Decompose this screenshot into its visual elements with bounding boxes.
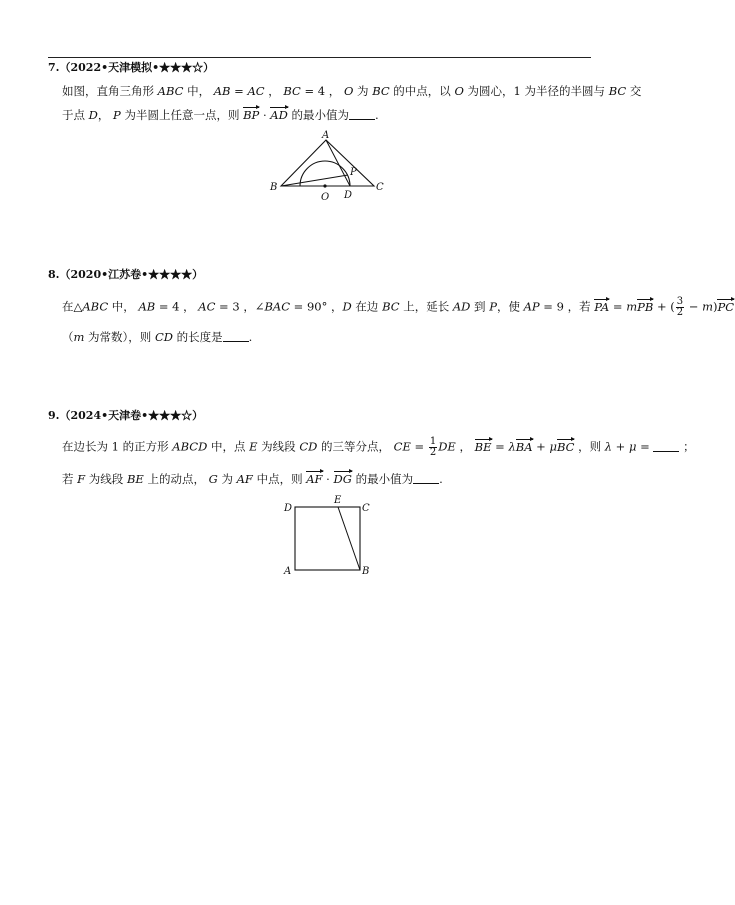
- answer-blank: [653, 441, 679, 452]
- semicircle: [300, 161, 350, 186]
- segment-be: [338, 507, 360, 570]
- label-a: A: [322, 130, 330, 141]
- q8-header: 8.（2020•江苏卷•★★★★）: [48, 268, 204, 281]
- label-b: B: [270, 182, 278, 193]
- square-abcd: [295, 507, 360, 570]
- vector-bp: BP: [243, 108, 260, 122]
- q9-header: 9.（2024•天津卷•★★★☆）: [48, 409, 204, 422]
- vector-ba: BA: [515, 439, 533, 454]
- q8-line-1: 在△ABC 中， AB = 4 ， AC = 3 ，∠BAC = 90° ，D 在边 BC 上，延长 AD 到 P，使 AP = 9 ，若 PA = mPB + ( $\frac{3}{2}$ − m)PC: [62, 296, 735, 318]
- q8-line-2: （m 为常数），则 CD 的长度是 .: [62, 330, 253, 344]
- vector-af: AF: [306, 472, 323, 486]
- vector-pa: PA: [594, 299, 610, 314]
- label-b: B: [362, 566, 370, 577]
- answer-blank: [223, 331, 249, 342]
- q7-line-1: 如图，直角三角形 ABC 中， AB = AC ， BC = 4 ， O 为 BC 的中点，以 O 为圆心，1 为半径的半圆与 BC 交: [62, 84, 642, 98]
- q7-triangle-figure: [266, 130, 390, 204]
- label-e: E: [334, 495, 342, 506]
- vector-be: BE: [474, 439, 492, 454]
- label-d: D: [284, 503, 293, 514]
- fraction-three-halves: $\frac{3}{2}$: [676, 296, 684, 318]
- center-point-o: [323, 184, 326, 187]
- label-a: A: [284, 566, 292, 577]
- answer-blank: [413, 473, 439, 484]
- q9-line-1: 在边长为 1 的正方形 ABCD 中，点 E 为线段 CD 的三等分点， CE = $\frac{1}{2}$ DE ， BE = λBA + μBC ，则 λ + μ = ；: [62, 436, 695, 458]
- label-o: O: [321, 192, 330, 203]
- label-p: P: [350, 167, 357, 178]
- vector-dg: DG: [333, 472, 352, 486]
- q7-header: 7.（2022•天津模拟•★★★☆）: [48, 61, 215, 74]
- answer-blank: [349, 109, 375, 120]
- segment-bp: [281, 175, 348, 186]
- fraction-one-half: $\frac{1}{2}$: [429, 436, 437, 458]
- top-rule: [48, 57, 591, 58]
- vector-pb: PB: [637, 299, 654, 314]
- label-d: D: [344, 190, 353, 201]
- triangle-abc: [281, 140, 374, 186]
- q7-line-2: 于点 D， P 为半圆上任意一点，则 BP · AD 的最小值为 .: [62, 108, 379, 122]
- q9-square-figure: [282, 494, 378, 580]
- label-c: C: [376, 182, 384, 193]
- vector-pc: PC: [717, 299, 735, 314]
- vector-bc: BC: [556, 439, 575, 454]
- q9-line-2: 若 F 为线段 BE 上的动点， G 为 AF 中点，则 AF · DG 的最小值为 .: [62, 472, 443, 486]
- label-c: C: [362, 503, 370, 514]
- segment-ad: [326, 140, 350, 186]
- vector-ad: AD: [270, 108, 288, 122]
